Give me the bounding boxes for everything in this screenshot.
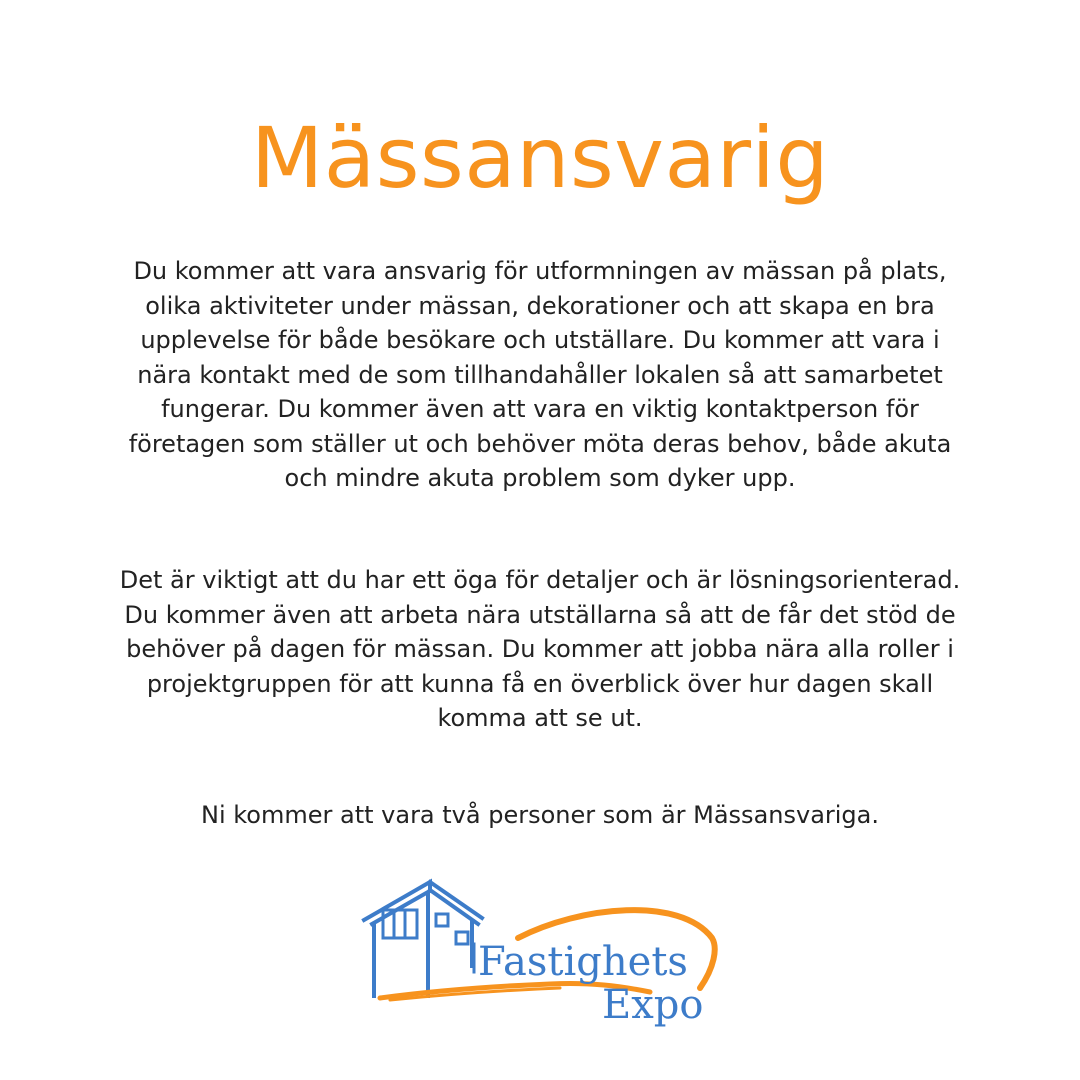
text-line: upplevelse för både besökare och utställare. Du kommer att vara i <box>140 326 940 354</box>
text-line: företagen som ställer ut och behöver möta deras behov, både akuta <box>128 429 952 458</box>
fastighets-expo-logo <box>350 868 730 1038</box>
house-icon <box>364 882 482 996</box>
text-line: Det är viktigt att du har ett öga för detaljer och är lösningsorienterad. <box>119 566 961 594</box>
logo-graphic <box>350 868 730 1038</box>
text-line: projektgruppen för att kunna få en överblick över hur dagen skall <box>146 669 934 698</box>
text-line: behöver på dagen för mässan. Du kommer att jobba nära alla roller i <box>126 635 954 663</box>
logo-word-expo: Expo <box>602 982 704 1028</box>
paragraph-qualities <box>80 563 1000 736</box>
paragraph-team-size <box>80 798 1000 833</box>
logo-word-fastighets: Fastighets <box>478 939 688 985</box>
page-title: Mässansvarig <box>250 109 830 207</box>
text-line: komma att se ut. <box>437 704 643 732</box>
text-line: fungerar. Du kommer även att vara en viktig kontaktperson för <box>161 395 919 423</box>
text-line: nära kontakt med de som tillhandahåller lokalen så att samarbetet <box>137 360 943 389</box>
text-line: Du kommer att vara ansvarig för utformningen av mässan på plats, <box>133 257 947 285</box>
paragraph-responsibilities <box>80 254 1000 496</box>
text-line: Ni kommer att vara två personer som är Mässansvariga. <box>201 801 879 829</box>
text-line: Du kommer även att arbeta nära utställarna så att de får det stöd de <box>124 600 956 629</box>
text-line: och mindre akuta problem som dyker upp. <box>284 464 796 492</box>
text-line: olika aktiviteter under mässan, dekorationer och att skapa en bra <box>145 291 935 320</box>
